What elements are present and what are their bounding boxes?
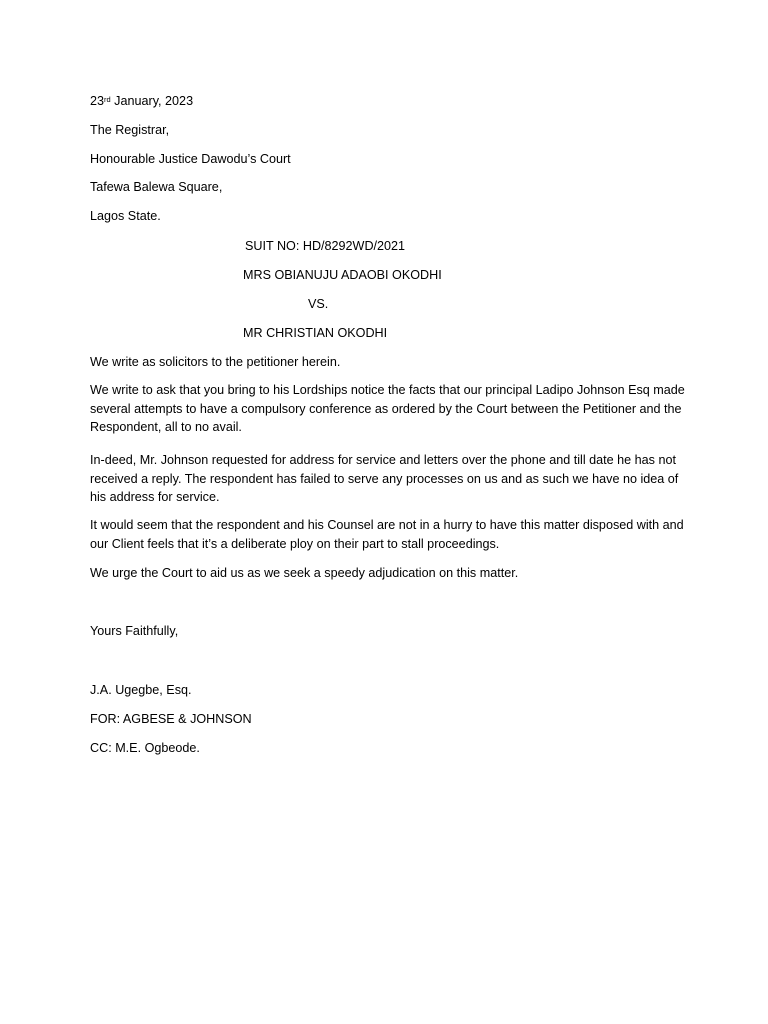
cc-line: CC: M.E. Ogbeode. [90,741,200,755]
date-rest: January, 2023 [110,94,194,108]
body-paragraph-1: We write as solicitors to the petitioner herein. [90,355,341,369]
addressee-line-3: Tafewa Balewa Square, [90,180,223,194]
closing-line: Yours Faithfully, [90,624,179,638]
date-suffix: rd [104,95,111,104]
body-paragraph-3: In-deed, Mr. Johnson requested for address for service and letters over the phone and till date he has not received a reply. The respondent has failed to serve any processes on us and as such we have no idea of his address for service. [90,453,679,504]
addressee-line-4: Lagos State. [90,209,161,223]
body-paragraph-4: It would seem that the respondent and his Counsel are not in a hurry to have this matter disposed with and our Client feels that it’s a deliberate ploy on their part to stall proceedings. [90,518,684,551]
firm-name: FOR: AGBESE & JOHNSON [90,712,252,726]
versus-label: VS. [308,297,329,311]
letter-date [90,92,193,111]
addressee-line-2: Honourable Justice Dawodu’s Court [90,152,291,166]
party-one: MRS OBIANUJU ADAOBI OKODHI [243,268,442,282]
body-paragraph-5: We urge the Court to aid us as we seek a speedy adjudication on this matter. [90,566,519,580]
party-two: MR CHRISTIAN OKODHI [243,326,388,340]
body-paragraph-2: We write to ask that you bring to his Lordships notice the facts that our principal Ladipo Johnson Esq made several attempts to have a compulsory conference as ordered by the Court between the Petitioner and the Respondent, all to no avail. [90,383,685,434]
addressee-line-1: The Registrar, [90,123,170,137]
signatory-name: J.A. Ugegbe, Esq. [90,683,192,697]
date-day: 23 [90,94,105,108]
suit-number: SUIT NO: HD/8292WD/2021 [245,239,406,253]
